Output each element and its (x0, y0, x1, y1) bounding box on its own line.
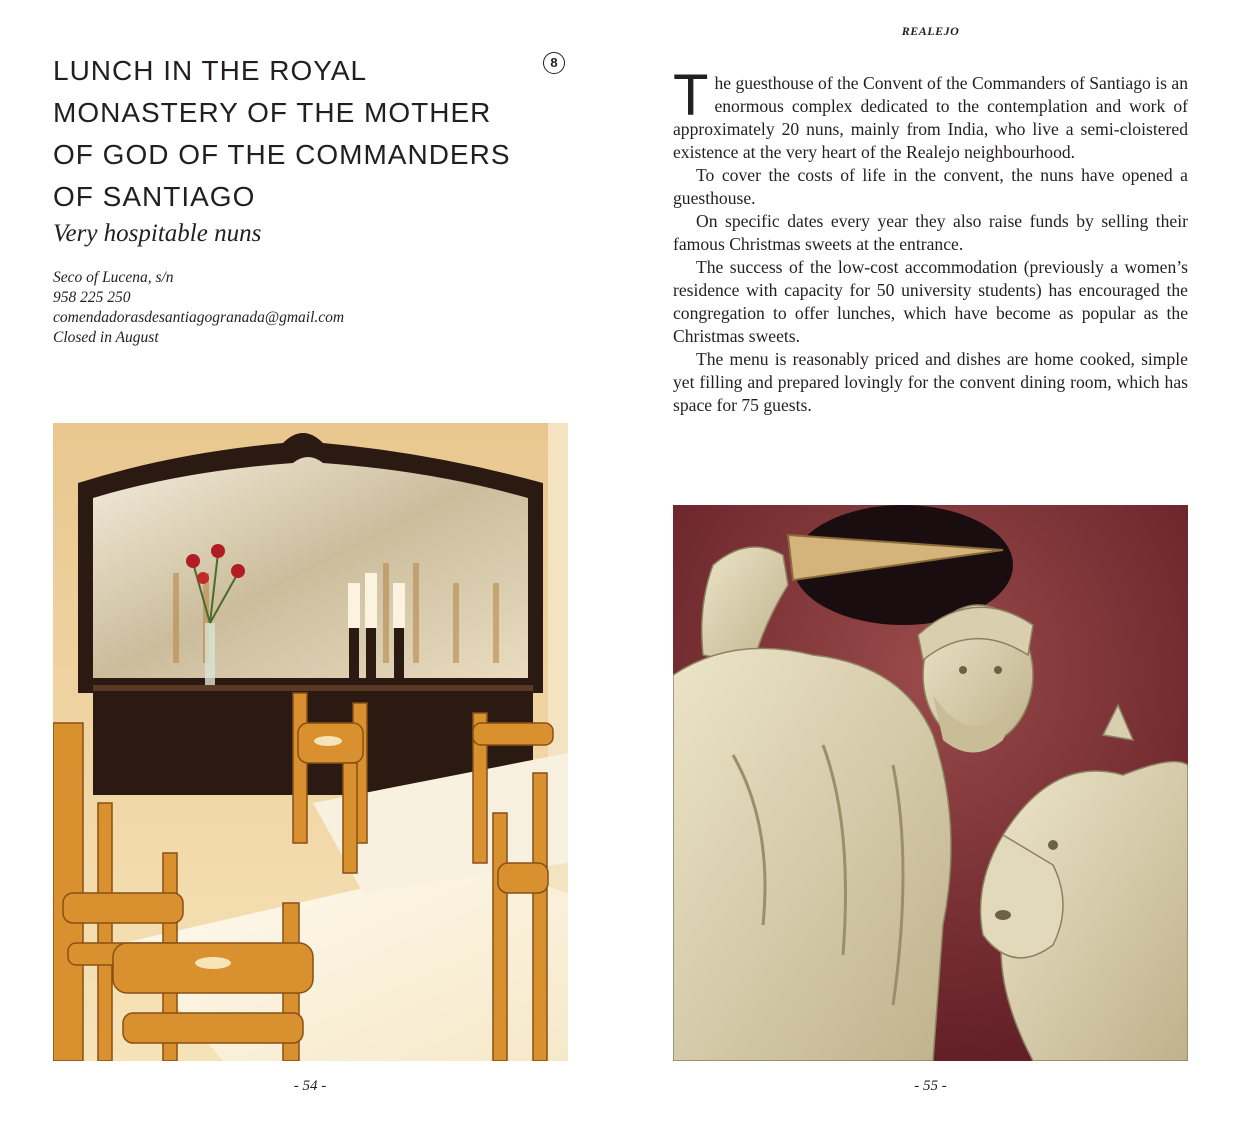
body-paragraph: To cover the costs of life in the convent, the nuns have opened a guesthouse. (673, 165, 1188, 208)
title-line: OF GOD OF THE COMMANDERS (53, 139, 511, 170)
page-number: - 55 - (914, 1078, 947, 1094)
address-text: Seco of Lucena, s/n (53, 269, 174, 286)
phone-text: 958 225 250 (53, 289, 131, 306)
title-line: OF SANTIAGO (53, 181, 256, 212)
right-page (620, 0, 1241, 1123)
drop-cap: T (673, 63, 709, 128)
left-page (0, 0, 620, 1123)
email-text: comendadorasdesantiagogranada@gmail.com (53, 309, 345, 326)
body-paragraph: On specific dates every year they also raise funds by selling their famous Christmas sweets at the entrance. (673, 211, 1188, 254)
page-number: - 54 - (293, 1078, 327, 1094)
title-line: LUNCH IN THE ROYAL (53, 55, 368, 86)
article-body (673, 63, 1188, 417)
contact-info (53, 268, 344, 348)
hours-text: Closed in August (53, 329, 159, 346)
body-paragraph: The guesthouse of the Convent of the Commanders of Santiago is an enormous complex dedicated to the contemplation and work of approximately 20 nuns, mainly from India, who live a semi-cloistered existence at the very heart of the Realejo neighbourhood. (673, 63, 1188, 162)
title-line: MONASTERY OF THE MOTHER (53, 97, 492, 128)
body-paragraph: The success of the low-cost accommodation (previously a women’s residence with capacity for 50 university students) has encouraged the congregation to offer lunches, which have become as popular as the Christmas sweets. (673, 257, 1188, 346)
saint-james-statue-photo (673, 505, 1188, 1061)
statue-illustration (673, 505, 1188, 1061)
dining-room-illustration (53, 423, 568, 1061)
dining-room-photo (53, 423, 568, 1061)
article-title (53, 50, 533, 218)
body-paragraph: The menu is reasonably priced and dishes are home cooked, simple yet filling and prepared lovingly for the convent dining room, which has space for 75 guests. (673, 349, 1188, 415)
article-subtitle: Very hospitable nuns (53, 220, 262, 247)
running-head: REALEJO (901, 24, 960, 38)
entry-number-badge: 8 (543, 52, 565, 74)
